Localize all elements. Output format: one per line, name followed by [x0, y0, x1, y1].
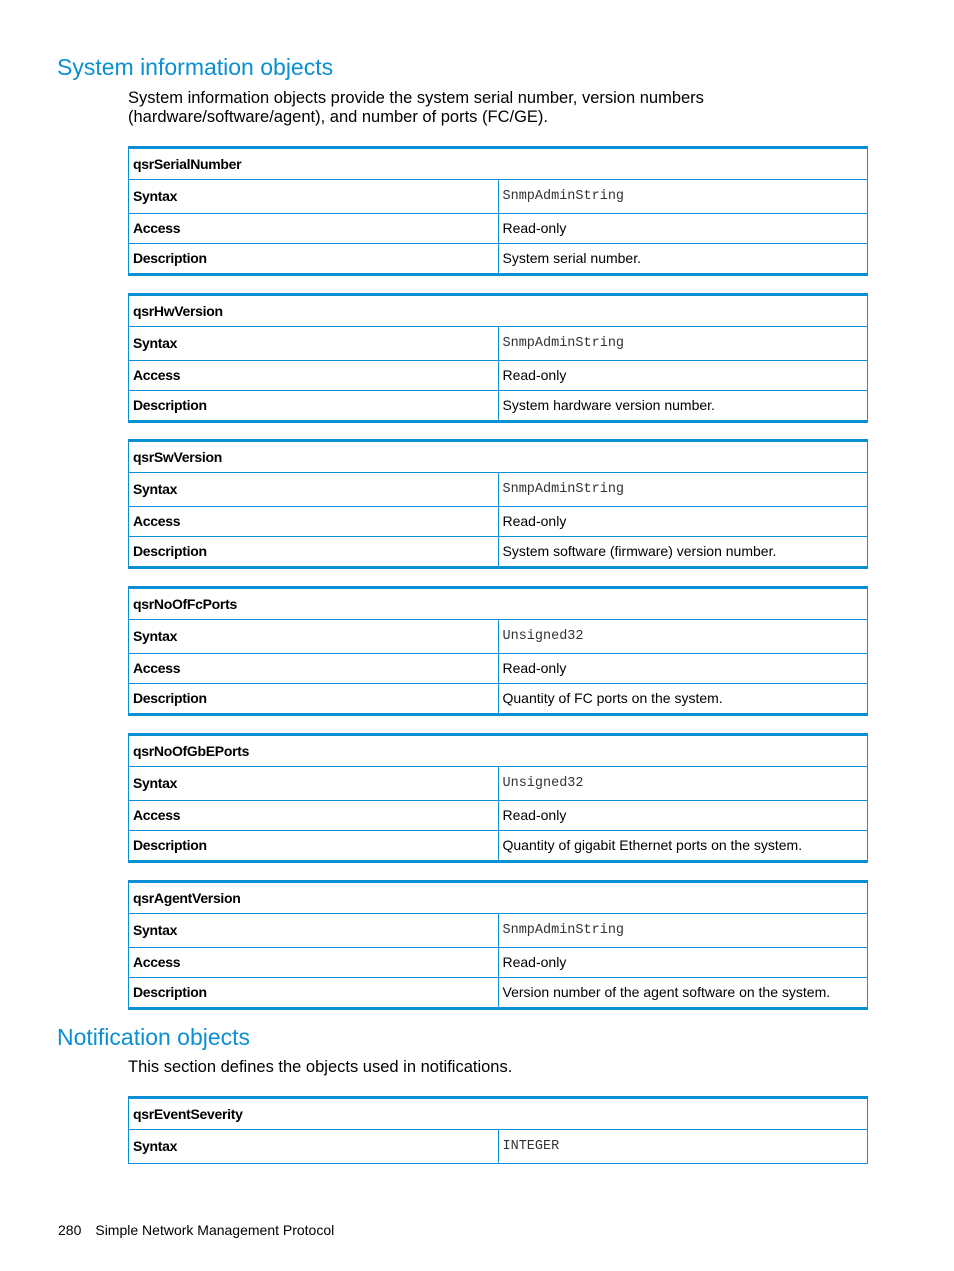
syntax-label: Syntax [129, 327, 499, 361]
access-label: Access [129, 361, 499, 391]
object-name: qsrAgentVersion [129, 882, 868, 914]
section-intro: This section defines the objects used in notifications. [128, 1058, 513, 1076]
object-name: qsrSerialNumber [129, 148, 868, 180]
description-value: System hardware version number. [498, 391, 868, 422]
object-name: qsrEventSeverity [129, 1098, 868, 1130]
syntax-label: Syntax [129, 914, 499, 948]
mib-object-table [128, 880, 868, 1010]
description-label: Description [129, 244, 499, 275]
section-title-system-information: System information objects [57, 54, 334, 80]
object-name: qsrSwVersion [129, 441, 868, 473]
mib-object-table [128, 293, 868, 423]
description-label: Description [129, 684, 499, 715]
syntax-value: SnmpAdminString [498, 327, 868, 361]
syntax-value: SnmpAdminString [498, 473, 868, 507]
access-value: Read-only [498, 507, 868, 537]
description-label: Description [129, 831, 499, 862]
access-value: Read-only [498, 214, 868, 244]
chapter-title: Simple Network Management Protocol [95, 1222, 335, 1238]
access-value: Read-only [498, 801, 868, 831]
syntax-label: Syntax [129, 620, 499, 654]
mib-object-table [128, 586, 868, 716]
access-value: Read-only [498, 948, 868, 978]
description-value: System serial number. [498, 244, 868, 275]
object-name: qsrHwVersion [129, 295, 868, 327]
access-label: Access [129, 801, 499, 831]
syntax-value: SnmpAdminString [498, 180, 868, 214]
access-value: Read-only [498, 654, 868, 684]
description-value: Version number of the agent software on the system. [498, 978, 868, 1009]
section-intro: System information objects provide the system serial number, version numbers (hardware/software/agent), and number of ports (FC/GE). [128, 89, 704, 126]
syntax-label: Syntax [129, 767, 499, 801]
description-label: Description [129, 537, 499, 568]
description-value: Quantity of gigabit Ethernet ports on the system. [498, 831, 868, 862]
syntax-value: INTEGER [498, 1130, 868, 1164]
access-label: Access [129, 654, 499, 684]
mib-object-table [128, 146, 868, 276]
syntax-value: Unsigned32 [498, 767, 868, 801]
mib-object-table [128, 439, 868, 569]
page-number: 280 [58, 1222, 82, 1238]
page-footer [58, 1222, 334, 1238]
syntax-value: Unsigned32 [498, 620, 868, 654]
syntax-label: Syntax [129, 1130, 499, 1164]
description-label: Description [129, 978, 499, 1009]
mib-object-table [128, 733, 868, 863]
description-value: System software (firmware) version number. [498, 537, 868, 568]
description-label: Description [129, 391, 499, 422]
access-label: Access [129, 948, 499, 978]
access-value: Read-only [498, 361, 868, 391]
section-title-notification: Notification objects [57, 1024, 251, 1050]
syntax-label: Syntax [129, 473, 499, 507]
mib-object-table [128, 1096, 868, 1164]
syntax-label: Syntax [129, 180, 499, 214]
object-name: qsrNoOfGbEPorts [129, 735, 868, 767]
description-value: Quantity of FC ports on the system. [498, 684, 868, 715]
access-label: Access [129, 507, 499, 537]
access-label: Access [129, 214, 499, 244]
syntax-value: SnmpAdminString [498, 914, 868, 948]
object-name: qsrNoOfFcPorts [129, 588, 868, 620]
